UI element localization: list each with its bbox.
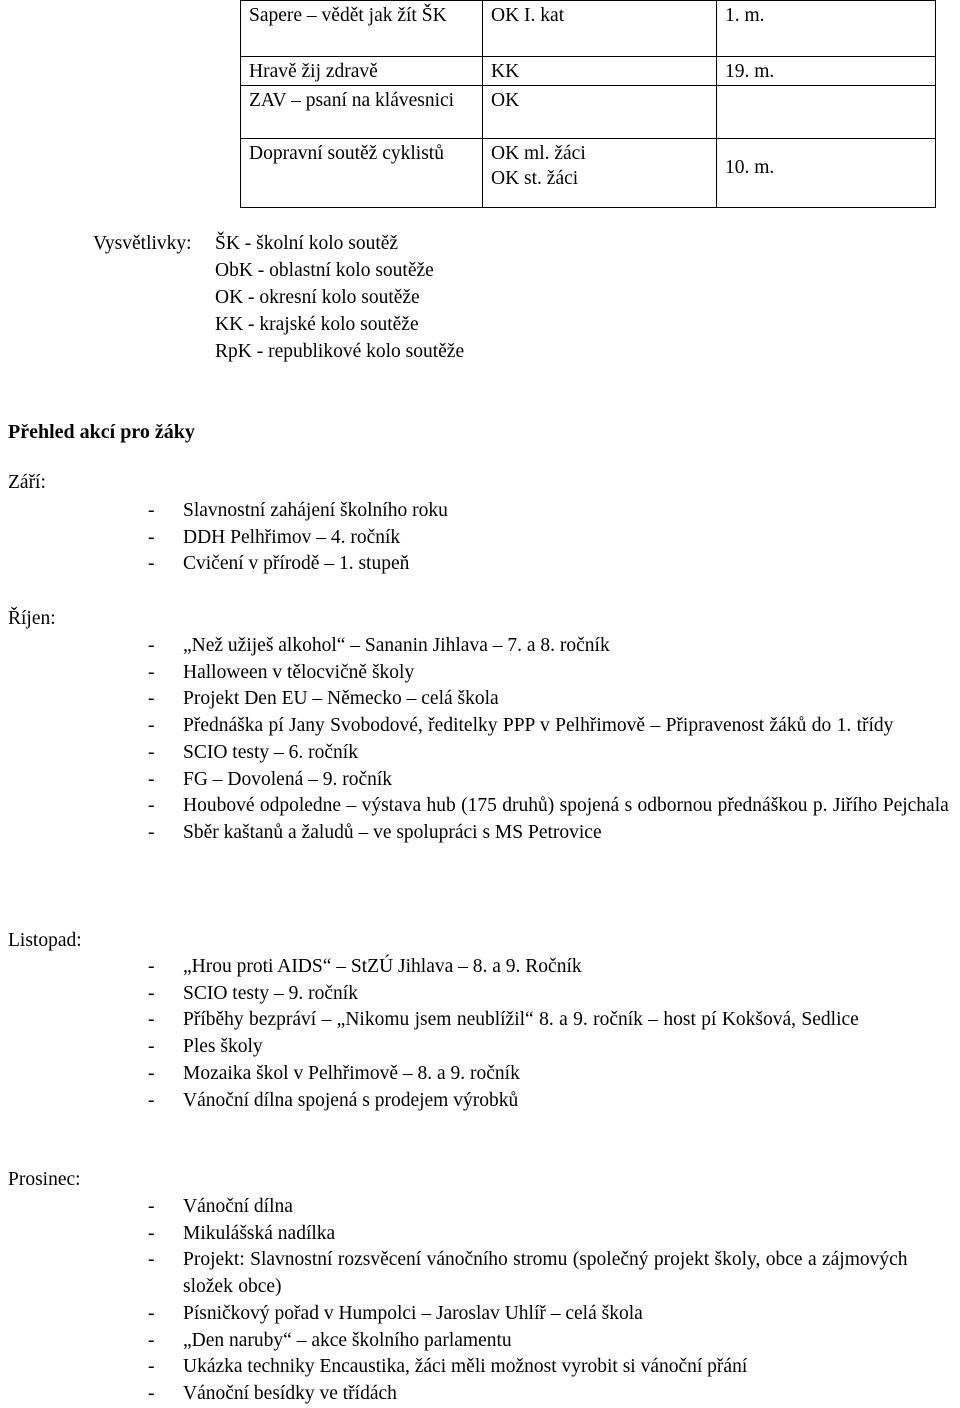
list-item: - Písničkový pořad v Humpolci – Jaroslav Uhlíř – celá škola <box>148 1302 643 1324</box>
october-list <box>148 633 953 847</box>
month-label-october: Říjen: <box>8 608 56 629</box>
competition-name: Sapere – vědět jak žít ŠK <box>241 1 483 57</box>
legend <box>93 230 464 365</box>
month-label-september: Září: <box>8 472 46 493</box>
list-item: - „Než užiješ alkohol“ – Sananin Jihlava – 7. a 8. ročník <box>148 635 610 656</box>
list-item: - Sběr kaštanů a žaludů – ve spolupráci s MS Petrovice <box>148 821 602 843</box>
list-item: - Projekt: Slavnostní rozsvěcení vánočního stromu (společný projekt školy, obce a zájmových složek obce) <box>148 1249 908 1298</box>
competition-level: OK <box>483 86 717 139</box>
list-item: - FG – Dovolená – 9. ročník <box>148 768 393 790</box>
legend-row <box>93 230 464 257</box>
legend-row <box>93 311 464 338</box>
competition-level: KK <box>483 57 717 86</box>
list-item: - Přednáška pí Jany Svobodové, ředitelky PPP v Pelhřimově – Připravenost žáků do 1. třídy <box>148 715 894 737</box>
legend-row <box>93 284 464 311</box>
legend-row <box>93 257 464 284</box>
competition-place <box>717 86 936 139</box>
legend-lead: Vysvětlivky: <box>93 233 192 254</box>
list-item: - Vánoční dílna <box>148 1196 293 1217</box>
list-item: - Houbové odpoledne – výstava hub (175 druhů) spojená s odbornou přednáškou p. Jiřího Pejchala <box>148 795 949 817</box>
list-item: - Slavnostní zahájení školního roku <box>148 500 448 521</box>
list-item: - Ples školy <box>148 1036 263 1058</box>
competition-level: OK I. kat <box>483 1 717 57</box>
list-item: - „Hrou proti AIDS“ – StZÚ Jihlava – 8. a 9. Ročník <box>148 956 582 977</box>
table-row <box>241 86 936 139</box>
table-row <box>241 139 936 208</box>
legend-item: RpK - republikové kolo soutěže <box>215 341 465 362</box>
list-item: - Cvičení v přírodě – 1. stupeň <box>148 553 410 575</box>
september-list <box>148 498 953 578</box>
december-list <box>148 1194 953 1408</box>
list-item: - Ukázka techniky Encaustika, žáci měli možnost vyrobit si vánoční přání <box>148 1356 748 1378</box>
legend-row <box>93 338 464 365</box>
competition-place: 10. m. <box>717 139 936 208</box>
competition-name: Dopravní soutěž cyklistů <box>241 139 483 208</box>
list-item: - SCIO testy – 6. ročník <box>148 741 358 763</box>
competition-results-table <box>240 0 936 208</box>
list-item: - Příběhy bezpráví – „Nikomu jsem neublížil“ 8. a 9. ročník – host pí Kokšová, Sedlice <box>148 1009 859 1031</box>
list-item: - SCIO testy – 9. ročník <box>148 982 358 1004</box>
list-item: - Mikulášská nadílka <box>148 1222 336 1244</box>
competition-place: 1. m. <box>717 1 936 57</box>
month-label-november: Listopad: <box>8 930 82 951</box>
competition-name: ZAV – psaní na klávesnici <box>241 86 483 139</box>
list-item: - Mozaika škol v Pelhřimově – 8. a 9. ročník <box>148 1062 520 1084</box>
table-row <box>241 57 936 86</box>
legend-item: KK - krajské kolo soutěže <box>215 314 419 335</box>
november-list <box>148 954 953 1114</box>
list-item: - „Den naruby“ – akce školního parlamentu <box>148 1329 512 1351</box>
legend-item: ŠK - školní kolo soutěž <box>215 233 399 254</box>
competition-level: OK ml. žáci OK st. žáci <box>483 139 717 208</box>
legend-item: OK - okresní kolo soutěže <box>215 287 420 308</box>
competition-name: Hravě žij zdravě <box>241 57 483 86</box>
competition-place: 19. m. <box>717 57 936 86</box>
list-item: - Projekt Den EU – Německo – celá škola <box>148 688 499 710</box>
list-item: - Halloween v tělocvičně školy <box>148 661 415 683</box>
legend-item: ObK - oblastní kolo soutěže <box>215 260 434 281</box>
list-item: - Vánoční dílna spojená s prodejem výrobků <box>148 1089 519 1111</box>
list-item: - Vánoční besídky ve třídách <box>148 1382 397 1404</box>
month-label-december: Prosinec: <box>8 1169 81 1190</box>
list-item: - DDH Pelhřimov – 4. ročník <box>148 526 401 548</box>
section-heading: Přehled akcí pro žáky <box>8 421 195 443</box>
table-row <box>241 1 936 57</box>
